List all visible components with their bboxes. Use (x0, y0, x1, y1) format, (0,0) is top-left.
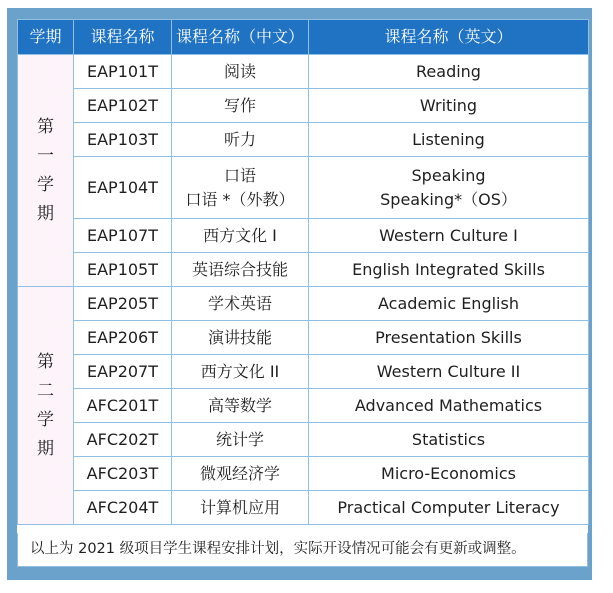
course-name-en: Statistics (309, 423, 589, 457)
header-course-code: 课程名称 (74, 20, 172, 55)
course-name-en: Academic English (309, 287, 589, 321)
course-name-en: Listening (309, 123, 589, 157)
course-code: EAP104T (74, 157, 172, 219)
course-name-en: Presentation Skills (309, 321, 589, 355)
table-row (18, 157, 589, 219)
course-name-cn: 英语综合技能 (172, 253, 309, 287)
course-name-cn: 计算机应用 (172, 491, 309, 525)
header-term: 学期 (18, 20, 74, 55)
course-name-en: Advanced Mathematics (309, 389, 589, 423)
table-row (18, 389, 589, 423)
table-row (18, 253, 589, 287)
table-header-row (18, 20, 589, 55)
course-code: AFC203T (74, 457, 172, 491)
course-name-cn: 阅读 (172, 55, 309, 89)
course-name-cn: 写作 (172, 89, 309, 123)
footnote: 以上为 2021 级项目学生课程安排计划，实际开设情况可能会有更新或调整。 (17, 533, 588, 567)
course-name-cn: 演讲技能 (172, 321, 309, 355)
course-name-en: Writing (309, 89, 589, 123)
course-name-cn-line-2: 口语 *（外教） (185, 189, 295, 209)
table-row (18, 219, 589, 253)
course-name-cn (172, 157, 309, 219)
course-code: AFC204T (74, 491, 172, 525)
table-row (18, 355, 589, 389)
course-code: EAP101T (74, 55, 172, 89)
course-name-cn-line-1: 口语 (223, 165, 256, 185)
header-course-name-cn: 课程名称（中文） (172, 20, 309, 55)
course-name-en-line-1: Speaking (411, 165, 486, 185)
course-code: EAP105T (74, 253, 172, 287)
course-name-cn: 高等数学 (172, 389, 309, 423)
table-row (18, 89, 589, 123)
course-name-en (309, 157, 589, 219)
course-name-cn: 西方文化 I (172, 219, 309, 253)
course-table-panel (17, 19, 588, 567)
course-code: EAP206T (74, 321, 172, 355)
course-name-cn: 统计学 (172, 423, 309, 457)
table-row (18, 321, 589, 355)
course-name-cn: 学术英语 (172, 287, 309, 321)
course-code: AFC202T (74, 423, 172, 457)
course-name-cn: 西方文化 II (172, 355, 309, 389)
term-cell-2 (18, 287, 74, 525)
course-name-cn: 听力 (172, 123, 309, 157)
course-table (17, 19, 589, 525)
term-cell-1 (18, 55, 74, 287)
course-name-en: Western Culture II (309, 355, 589, 389)
course-code: AFC201T (74, 389, 172, 423)
course-name-en-line-2: Speaking*（OS） (380, 189, 517, 209)
term-label: 第一学期 (37, 116, 54, 224)
course-code: EAP207T (74, 355, 172, 389)
course-name-cn: 微观经济学 (172, 457, 309, 491)
table-row (18, 491, 589, 525)
course-name-en: Practical Computer Literacy (309, 491, 589, 525)
course-code: EAP102T (74, 89, 172, 123)
table-row (18, 55, 589, 89)
term-label: 第二学期 (37, 351, 54, 459)
course-name-en: Reading (309, 55, 589, 89)
table-row (18, 423, 589, 457)
course-code: EAP107T (74, 219, 172, 253)
course-name-en: English Integrated Skills (309, 253, 589, 287)
course-name-en: Micro-Economics (309, 457, 589, 491)
table-row (18, 287, 589, 321)
course-code: EAP103T (74, 123, 172, 157)
header-course-name-en: 课程名称（英文） (309, 20, 589, 55)
table-row (18, 457, 589, 491)
course-code: EAP205T (74, 287, 172, 321)
course-name-en: Western Culture I (309, 219, 589, 253)
table-row (18, 123, 589, 157)
